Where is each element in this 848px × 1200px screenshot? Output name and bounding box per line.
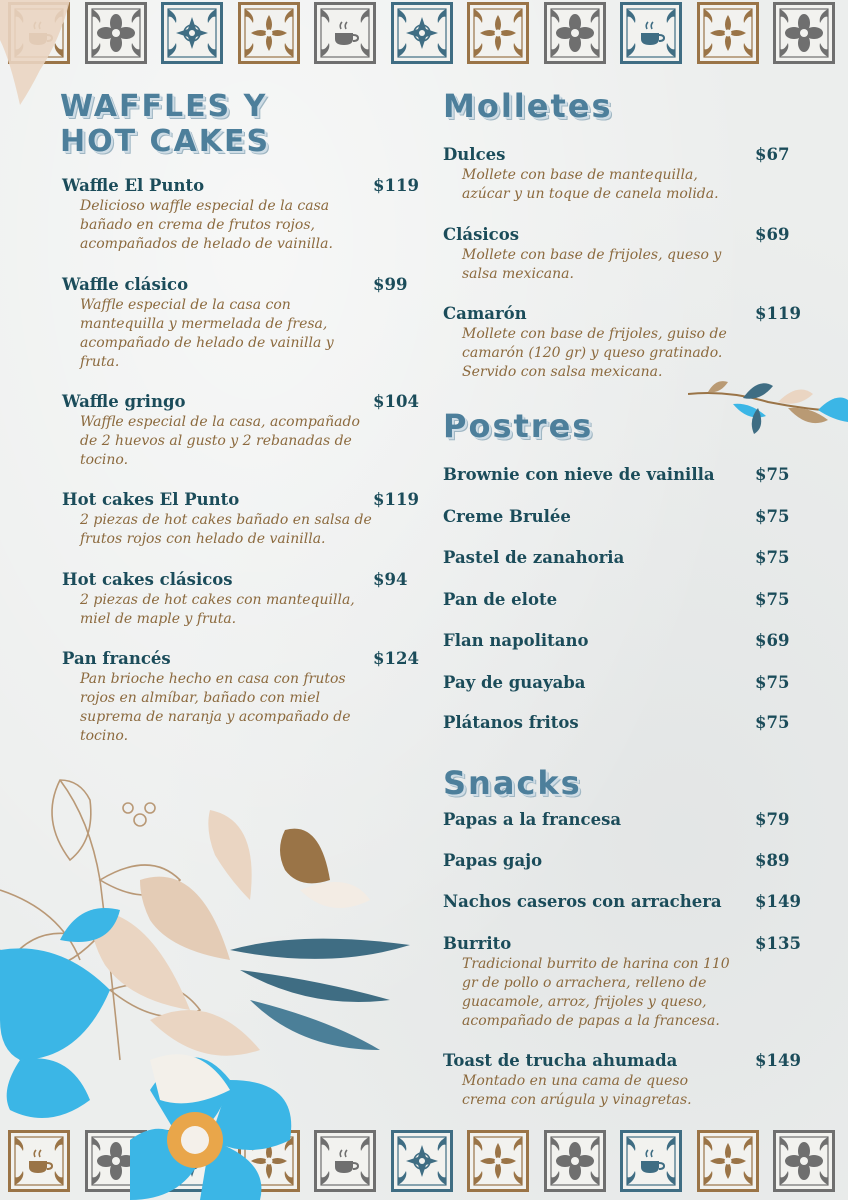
section-title-postres: Postres — [443, 407, 594, 445]
item-name: Papas a la francesa — [443, 810, 622, 829]
item-price: $75 — [755, 548, 790, 567]
flower-tile-icon — [238, 2, 300, 64]
item-name: Brownie con nieve de vainilla — [443, 465, 715, 484]
item-name: Waffle gringo — [62, 392, 186, 411]
coffee-bean-tile-icon — [544, 1130, 606, 1192]
item-price: $69 — [755, 631, 790, 650]
item-description: 2 piezas de hot cakes bañado en salsa de frutos rojos con helado de vainilla. — [80, 512, 372, 547]
item-price: $75 — [755, 713, 790, 732]
blue-flower-icon — [0, 760, 420, 1200]
item-price: $99 — [373, 275, 408, 294]
item-name: Nachos caseros con arrachera — [443, 892, 722, 911]
item-price: $69 — [755, 225, 790, 244]
item-price: $149 — [755, 1051, 801, 1070]
item-price: $75 — [755, 465, 790, 484]
item-name: Hot cakes El Punto — [62, 490, 240, 509]
item-price: $89 — [755, 851, 790, 870]
item-description: Montado en una cama de queso crema con arúgula y vinagretas. — [462, 1073, 692, 1108]
item-price: $75 — [755, 673, 790, 692]
item-description: Waffle especial de la casa, acompañado de 2 huevos al gusto y 2 rebanadas de tocino. — [80, 414, 360, 468]
item-price: $75 — [755, 507, 790, 526]
item-name: Waffle clásico — [62, 275, 189, 294]
section-title-snacks: Snacks — [443, 764, 582, 802]
item-name: Clásicos — [443, 225, 519, 244]
item-name: Pan de elote — [443, 590, 558, 609]
item-name: Pay de guayaba — [443, 673, 586, 692]
item-price: $119 — [755, 304, 801, 323]
item-description: Mollete con base de mantequilla, azúcar y un toque de canela molida. — [462, 167, 719, 202]
item-price: $119 — [373, 176, 419, 195]
section-title-waffles — [60, 90, 270, 159]
item-price: $79 — [755, 810, 790, 829]
section-title-molletes: Molletes — [443, 87, 613, 125]
item-price: $124 — [373, 649, 419, 668]
item-description: Mollete con base de frijoles, guiso de camarón (120 gr) y queso gratinado. Servido con salsa mexicana. — [462, 326, 727, 380]
star-tile-icon — [391, 2, 453, 64]
item-name: Hot cakes clásicos — [62, 570, 233, 589]
item-description: Pan brioche hecho en casa con frutos rojos en almíbar, bañado con miel suprema de naranja y acompañado de tocino. — [80, 671, 351, 744]
item-price: $67 — [755, 145, 790, 164]
flower-tile-icon — [697, 1130, 759, 1192]
waffles-title-line2: HOT CAKES — [60, 123, 271, 159]
coffee-bean-tile-icon — [544, 2, 606, 64]
item-name: Creme Brulée — [443, 507, 571, 526]
item-price: $75 — [755, 590, 790, 609]
item-description: Delicioso waffle especial de la casa bañado en crema de frutos rojos, acompañados de helado de vainilla. — [80, 198, 333, 252]
item-description: Waffle especial de la casa con mantequilla y mermelada de fresa, acompañado de helado de vainilla y fruta. — [80, 297, 334, 370]
tile-border-top — [0, 0, 848, 66]
item-name: Toast de trucha ahumada — [443, 1051, 678, 1070]
item-name: Pan francés — [62, 649, 171, 668]
item-description: 2 piezas de hot cakes con mantequilla, miel de maple y fruta. — [80, 592, 355, 627]
item-price: $135 — [755, 934, 801, 953]
flower-tile-icon — [467, 1130, 529, 1192]
flower-tile-icon — [697, 2, 759, 64]
coffee-cup-tile-icon — [620, 2, 682, 64]
coffee-bean-tile-icon — [773, 1130, 835, 1192]
flower-tile-icon — [467, 2, 529, 64]
item-name: Plátanos fritos — [443, 713, 579, 732]
item-description: Tradicional burrito de harina con 110 gr de pollo o arrachera, relleno de guacamole, arroz, frijoles y queso, acompañado de papas a la francesa. — [462, 956, 730, 1029]
coffee-bean-tile-icon — [85, 2, 147, 64]
item-name: Dulces — [443, 145, 506, 164]
item-name: Papas gajo — [443, 851, 543, 870]
coffee-cup-tile-icon — [314, 2, 376, 64]
star-tile-icon — [161, 2, 223, 64]
item-price: $149 — [755, 892, 801, 911]
waffles-title-line1: WAFFLES Y — [60, 89, 268, 124]
item-price: $104 — [373, 392, 419, 411]
coffee-cup-tile-icon — [620, 1130, 682, 1192]
item-name: Waffle El Punto — [62, 176, 205, 195]
item-name: Camarón — [443, 304, 527, 323]
coffee-bean-tile-icon — [773, 2, 835, 64]
item-name: Flan napolitano — [443, 631, 589, 650]
item-name: Burrito — [443, 934, 512, 953]
item-name: Pastel de zanahoria — [443, 548, 625, 567]
item-price: $119 — [373, 490, 419, 509]
item-description: Mollete con base de frijoles, queso y salsa mexicana. — [462, 247, 722, 282]
item-price: $94 — [373, 570, 408, 589]
